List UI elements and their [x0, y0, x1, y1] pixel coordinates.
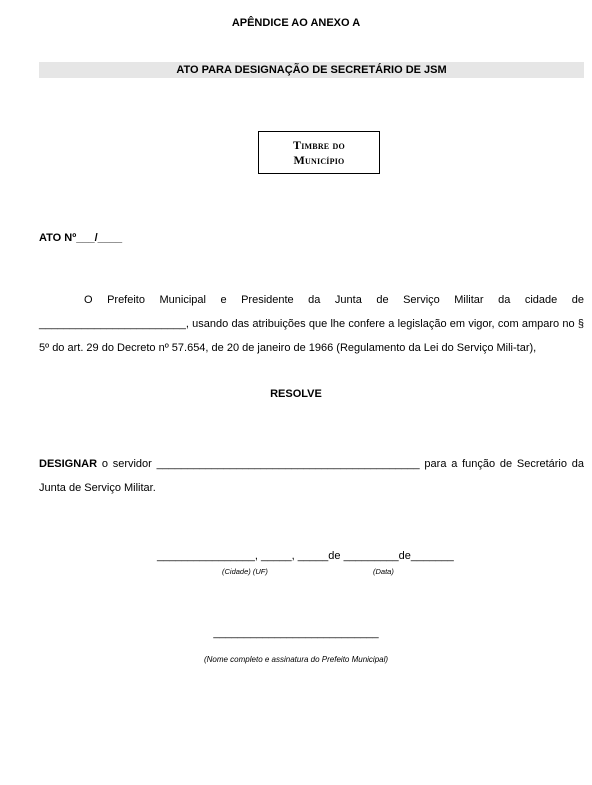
- signature-caption: (Nome completo e assinatura do Prefeito Municipal): [203, 655, 389, 664]
- designation-paragraph: [39, 452, 584, 500]
- resolve-heading: RESOLVE: [270, 388, 322, 400]
- date-caption: (Data): [373, 567, 394, 576]
- intro-paragraph: O Prefeito Municipal e Presidente da Junta de Serviço Militar da cidade de ________________________, usando das atribuições que lhe confere a legislação em vigor, com amparo no § 5º do art. 29 do Decreto nº 57.654, de 20 de janeiro de 1966 (Regulamento da Lei do Serviço Mili-tar),: [39, 294, 584, 354]
- act-number: ATO Nº___/____: [39, 232, 123, 244]
- designate-keyword: DESIGNAR: [39, 458, 98, 470]
- seal-line-1: Timbre do: [293, 137, 345, 152]
- designation-text: o servidor ___________________________________________ para a função de Secretário da Junta de Serviço Militar.: [39, 458, 584, 494]
- document-title: ATO PARA DESIGNAÇÃO DE SECRETÁRIO DE JSM: [39, 62, 584, 78]
- city-uf-caption: (Cidade) (UF): [222, 567, 268, 576]
- appendix-heading: APÊNDICE AO ANEXO A: [231, 17, 361, 29]
- signature-line: ___________________________: [213, 627, 379, 639]
- municipality-seal-box: [258, 131, 380, 174]
- place-date-line: ________________, _____, _____de _________de_______: [157, 550, 454, 562]
- seal-line-2: Município: [293, 152, 345, 167]
